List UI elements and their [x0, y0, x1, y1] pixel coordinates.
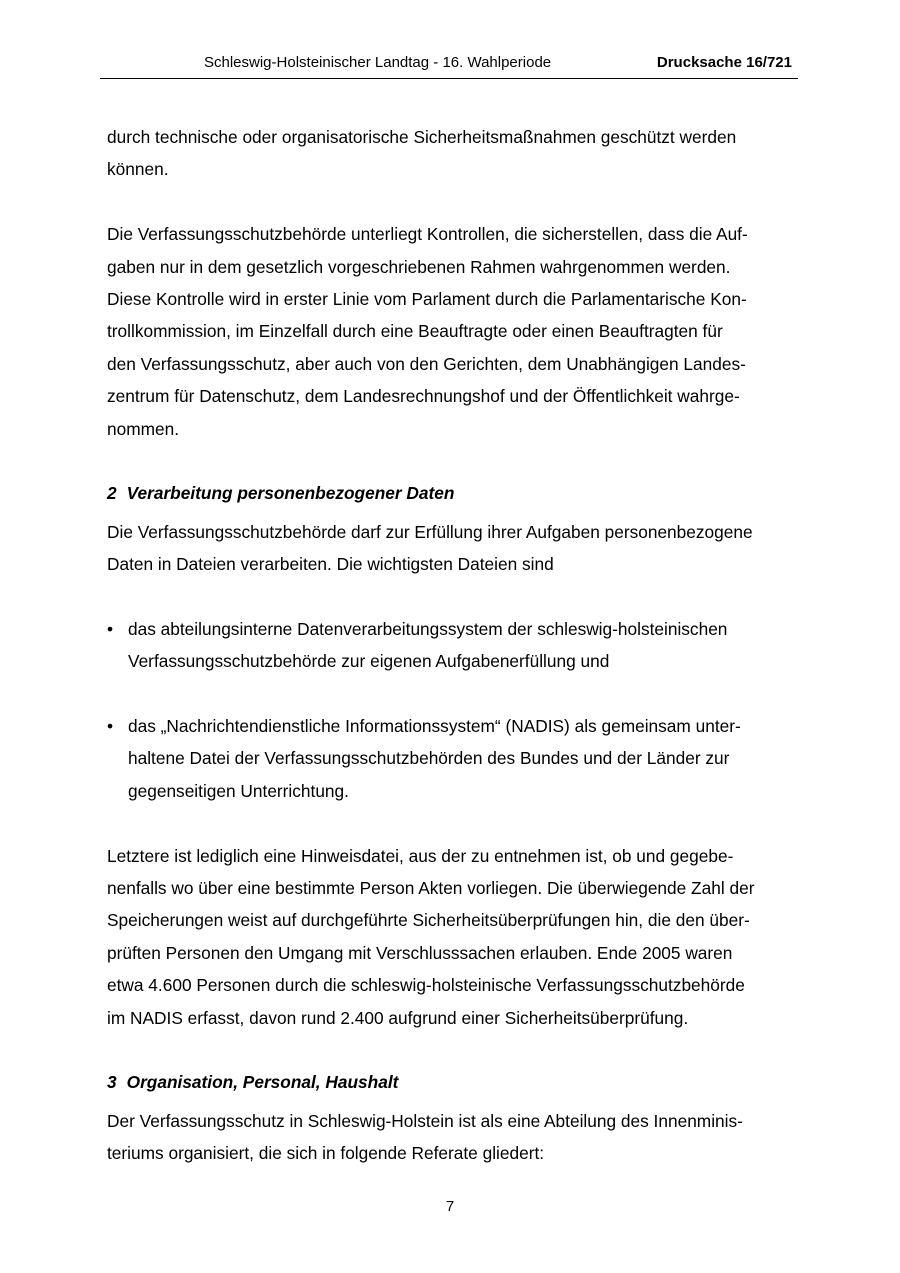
header-title: Schleswig-Holsteinischer Landtag - 16. Wahlperiode	[204, 54, 552, 71]
text-line: teriums organisiert, die sich in folgende Referate gliedert:	[107, 1143, 545, 1164]
list-item	[107, 710, 807, 807]
section-number: 3	[107, 1072, 117, 1093]
text-line: Daten in Dateien verarbeiten. Die wichtigsten Dateien sind	[107, 554, 554, 575]
text-line: trollkommission, im Einzelfall durch eine Beauftragte oder einen Beauftragten für	[107, 321, 723, 342]
paragraph	[107, 1105, 807, 1170]
bullet-icon: •	[107, 716, 114, 737]
paragraph	[107, 121, 807, 186]
text-line: Die Verfassungsschutzbehörde unterliegt Kontrollen, die sicherstellen, dass die Auf-	[107, 224, 748, 245]
text-line: etwa 4.600 Personen durch die schleswig-holsteinische Verfassungsschutzbehörde	[107, 975, 745, 996]
section-title: Organisation, Personal, Haushalt	[126, 1072, 399, 1093]
page-number: 7	[445, 1198, 455, 1215]
text-line: Die Verfassungsschutzbehörde darf zur Erfüllung ihrer Aufgaben personenbezogene	[107, 521, 753, 542]
text-line: das abteilungsinterne Datenverarbeitungssystem der schleswig-holsteinischen	[128, 618, 728, 639]
page-header	[100, 52, 798, 79]
text-line: nommen.	[107, 418, 180, 439]
text-line: den Verfassungsschutz, aber auch von den Gerichten, dem Unabhängigen Landes-	[107, 353, 746, 374]
section-heading	[107, 477, 807, 509]
text-line: Letztere ist lediglich eine Hinweisdatei, aus der zu entnehmen ist, ob und gegebe-	[107, 845, 734, 866]
text-line: Diese Kontrolle wird in erster Linie vom Parlament durch die Parlamentarische Kon-	[107, 288, 747, 309]
section-number: 2	[107, 483, 117, 504]
text-line: haltene Datei der Verfassungsschutzbehörden des Bundes und der Länder zur	[128, 748, 730, 769]
paragraph	[107, 516, 807, 581]
text-line: im NADIS erfasst, davon rund 2.400 aufgrund einer Sicherheitsüberprüfung.	[107, 1007, 689, 1028]
text-line: gaben nur in dem gesetzlich vorgeschriebenen Rahmen wahrgenommen werden.	[107, 256, 731, 277]
text-line: können.	[107, 159, 169, 180]
section-title: Verarbeitung personenbezogener Daten	[126, 483, 455, 504]
text-line: Verfassungsschutzbehörde zur eigenen Aufgabenerfüllung und	[128, 651, 610, 672]
paragraph	[107, 218, 807, 445]
text-line: Der Verfassungsschutz in Schleswig-Holstein ist als eine Abteilung des Innenminis-	[107, 1110, 743, 1131]
section-heading	[107, 1066, 807, 1098]
text-line: nenfalls wo über eine bestimmte Person Akten vorliegen. Die überwiegende Zahl der	[107, 877, 755, 898]
list-item	[107, 613, 807, 678]
bullet-icon: •	[107, 618, 114, 639]
text-line: gegenseitigen Unterrichtung.	[128, 780, 349, 801]
header-doc-number: Drucksache 16/721	[656, 54, 792, 71]
paragraph	[107, 840, 807, 1034]
text-line: prüften Personen den Umgang mit Verschlusssachen erlauben. Ende 2005 waren	[107, 942, 733, 963]
text-line: durch technische oder organisatorische Sicherheitsmaßnahmen geschützt werden	[107, 127, 737, 147]
text-line: das „Nachrichtendienstliche Informationssystem“ (NADIS) als gemeinsam unter-	[128, 716, 741, 737]
text-line: Speicherungen weist auf durchgeführte Sicherheitsüberprüfungen hin, die den über-	[107, 910, 750, 931]
document-body	[107, 121, 807, 1170]
text-line: zentrum für Datenschutz, dem Landesrechnungshof und der Öffentlichkeit wahrge-	[107, 386, 740, 407]
